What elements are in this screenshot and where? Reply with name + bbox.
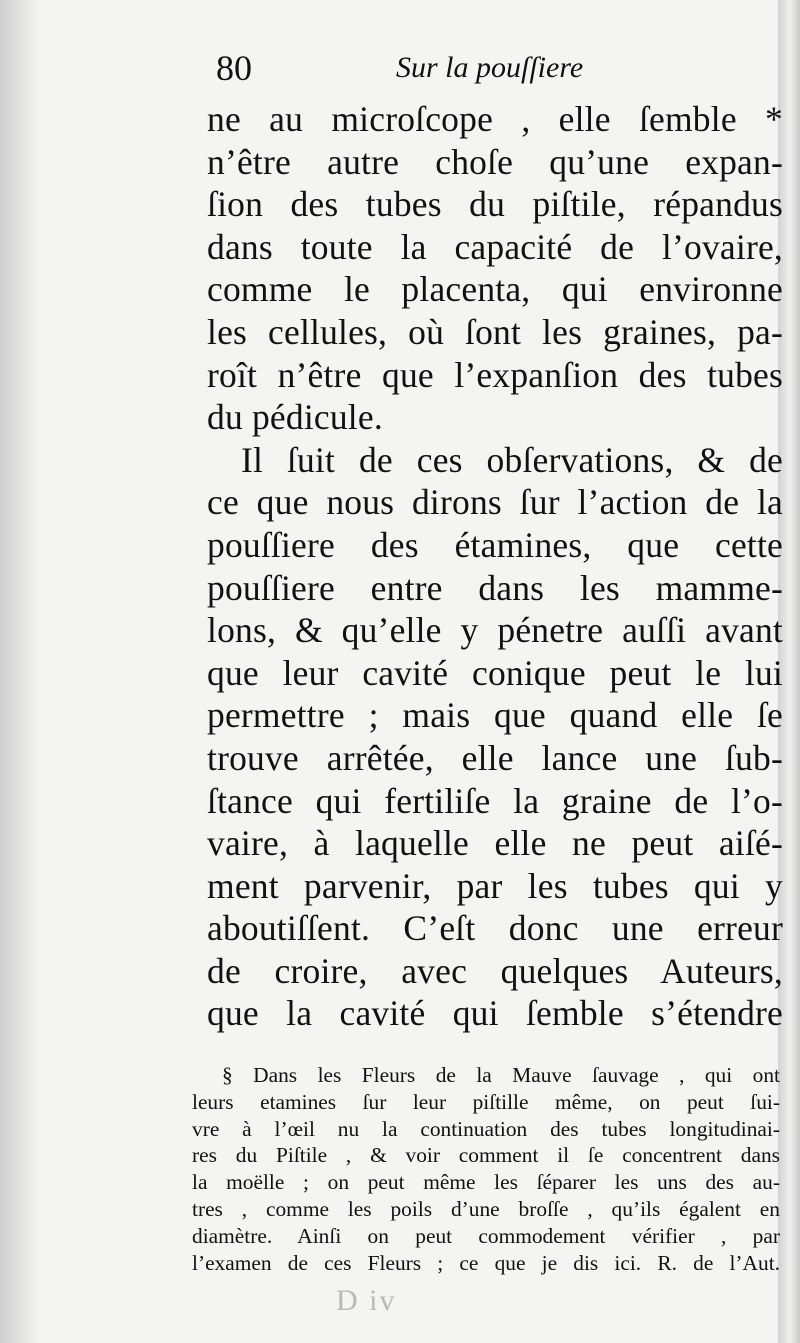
text-line: n’être autre choſe qu’une expan- [207, 141, 783, 182]
text-line: pouſſiere entre dans les mamme- [207, 567, 783, 608]
footnote-line: la moëlle ; on peut même les ſéparer les uns des au- [192, 1170, 780, 1195]
text-line: pouſſiere des étamines, que cette [207, 524, 783, 565]
text-line: dans toute la capacité de l’ovaire, [207, 226, 783, 267]
text-line: aboutiſſent. C’eſt donc une erreur [207, 908, 783, 949]
text-line: trouve arrêtée, elle lance une ſub- [207, 737, 783, 778]
paragraph-start-line: Il ſuit de ces obſervations, & de [241, 439, 783, 480]
footnote-line: tres , comme les poils d’une broſſe , qu’ils égalent en [192, 1196, 780, 1221]
text-line: ment parvenir, par les tubes qui y [207, 865, 783, 906]
running-title: Sur la pouſſiere [396, 51, 584, 84]
text-line: ſtance qui fertiliſe la graine de l’o- [207, 780, 783, 821]
text-line: ne au microſcope , elle ſemble * [207, 99, 783, 139]
text-line: du pédicule. [207, 397, 383, 438]
text-line: que la cavité qui ſemble s’étendre [207, 993, 783, 1034]
text-line: vaire, à laquelle elle ne peut aiſé- [207, 823, 783, 864]
text-line: comme le placenta, qui environne [207, 269, 783, 310]
text-line: ce que nous dirons ſur l’action de la [207, 482, 783, 523]
footnote-line: vre à l’œil nu la continuation des tubes longitudinai- [192, 1116, 780, 1141]
text-line: permettre ; mais que quand elle ſe [207, 695, 783, 736]
footnote-line: res du Piſtile , & voir comment il ſe concentrent dans [192, 1143, 780, 1168]
signature-mark: D iv [336, 1284, 397, 1317]
footnote-line: § Dans les Fleurs de la Mauve ſauvage , qui ont [222, 1063, 780, 1087]
text-line: ſion des tubes du piſtile, répandus [207, 184, 783, 225]
running-head [216, 46, 776, 92]
footnote-line: leurs etamines ſur leur piſtille même, on peut ſui- [192, 1089, 780, 1114]
text-line: lons, & qu’elle y pénetre auſſi avant [207, 610, 783, 651]
text-line: roît n’être que l’expanſion des tubes [207, 354, 783, 395]
page-number: 80 [216, 48, 252, 88]
text-line: les cellules, où ſont les graines, pa- [207, 311, 783, 352]
main-text [207, 98, 783, 1035]
footnote [192, 1062, 780, 1276]
text-line: de croire, avec quelques Auteurs, [207, 950, 783, 991]
text-line: que leur cavité conique peut le lui [207, 652, 783, 693]
footnote-line: diamètre. Ainſi on peut commodement vérifier , par [192, 1223, 780, 1248]
page-gutter-shadow [0, 0, 40, 1343]
footnote-line: l’examen de ces Fleurs ; ce que je dis ici. R. de l’Aut. [192, 1250, 780, 1275]
